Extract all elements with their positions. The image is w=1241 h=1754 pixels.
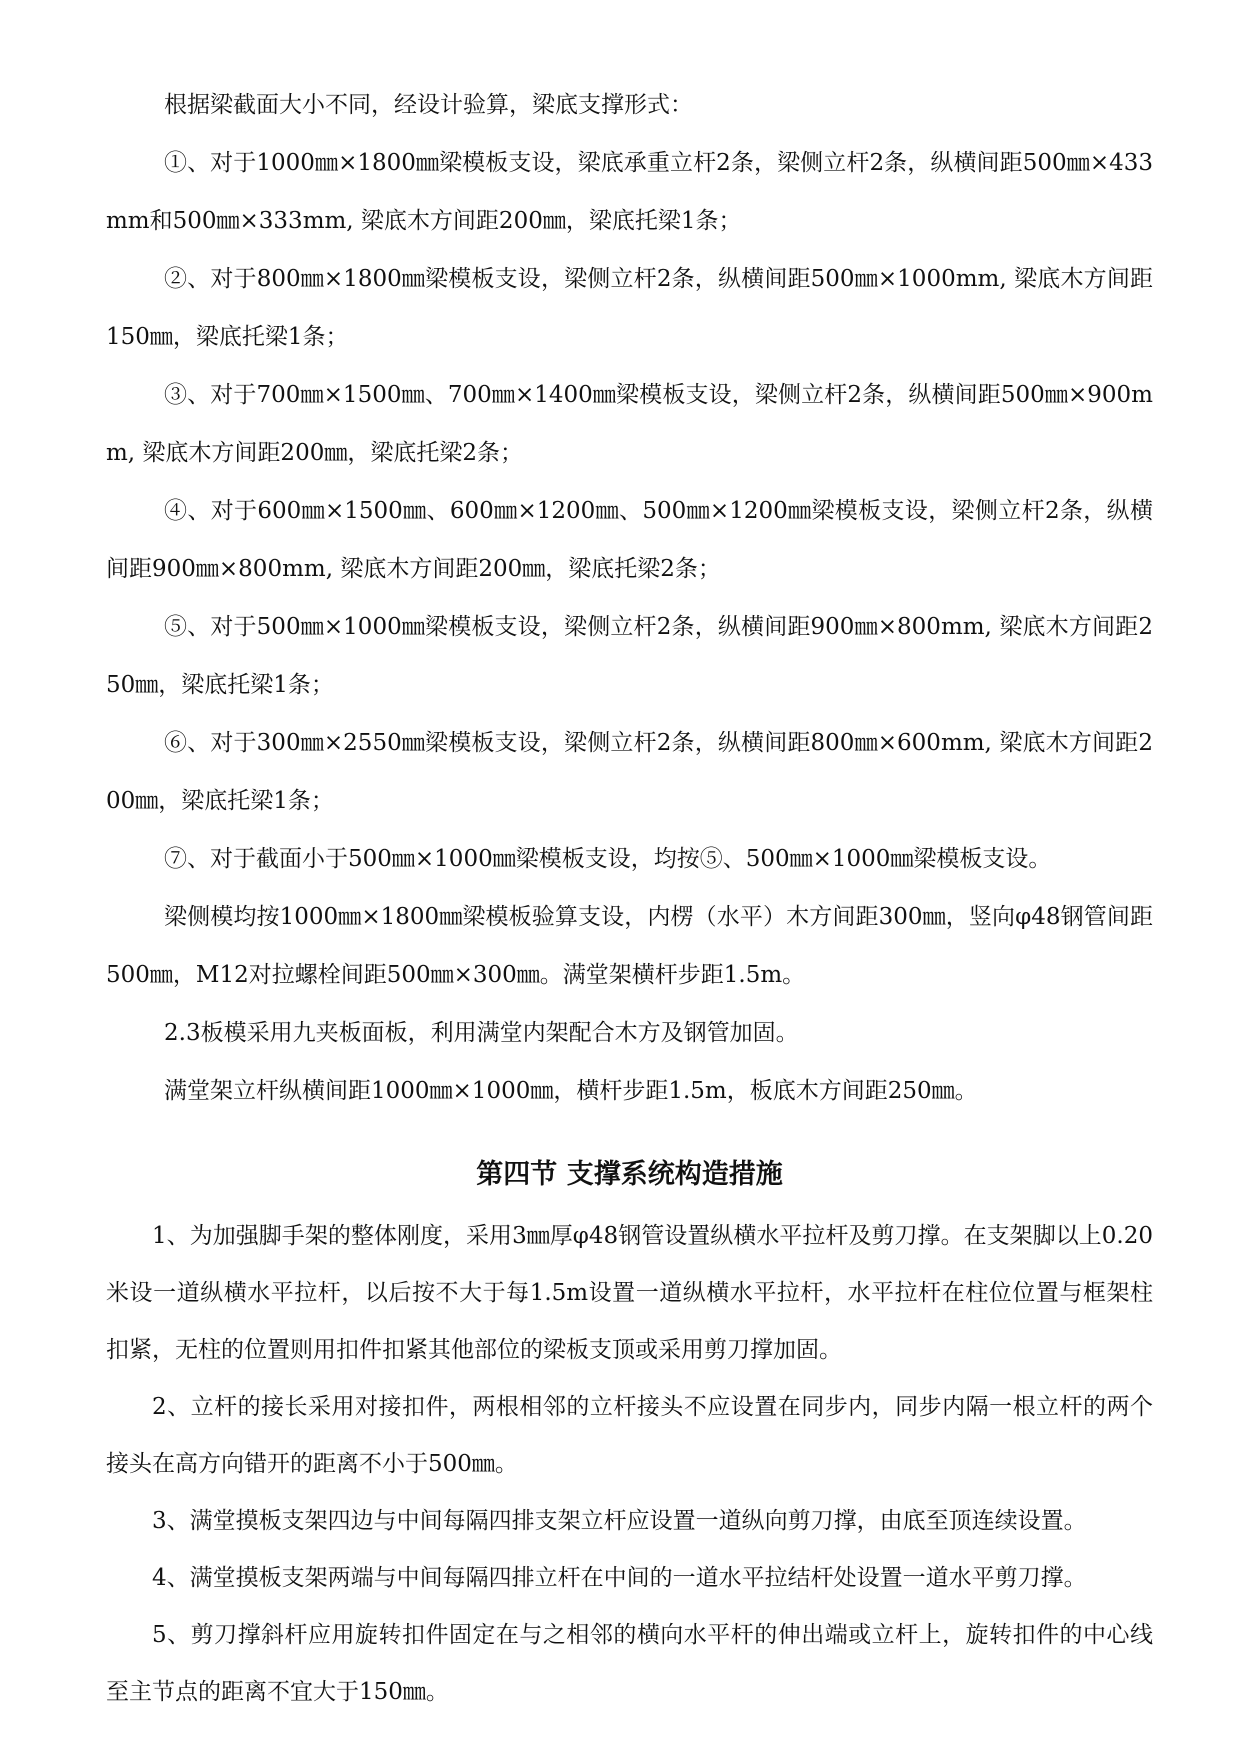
- slab-form-paragraph: 2.3板模采用九夹板面板，利用满堂内架配合木方及钢管加固。: [164, 1020, 799, 1046]
- page-content: [106, 76, 1153, 1721]
- measure-paragraph-2: 2、立杆的接长采用对接扣件，两根相邻的立杆接头不应设置在同步内，同步内隔一根立杆的两个接头在高方向错开的距离不小于500㎜。: [106, 1394, 1153, 1477]
- measure-paragraph-1: 1、为加强脚手架的整体刚度，采用3㎜厚φ48钢管设置纵横水平拉杆及剪刀撑。在支架脚以上0.20米设一道纵横水平拉杆，以后按不大于每1.5m设置一道纵横水平拉杆，水平拉杆在柱位位置与框架柱扣紧，无柱的位置则用扣件扣紧其他部位的梁板支顶或采用剪刀撑加固。: [106, 1223, 1153, 1363]
- support-item-3: ③、对于700㎜×1500㎜、700㎜×1400㎜梁模板支设，梁侧立杆2条，纵横间距500㎜×900mm, 梁底木方间距200㎜，梁底托梁2条；: [106, 382, 1153, 466]
- support-item-7: ⑦、对于截面小于500㎜×1000㎜梁模板支设，均按⑤、500㎜×1000㎜梁模板支设。: [164, 846, 1052, 872]
- support-item-4: ④、对于600㎜×1500㎜、600㎜×1200㎜、500㎜×1200㎜梁模板支设，梁侧立杆2条，纵横间距900㎜×800mm, 梁底木方间距200㎜，梁底托梁2条；: [106, 498, 1153, 582]
- support-item-2: ②、对于800㎜×1800㎜梁模板支设，梁侧立杆2条，纵横间距500㎜×1000mm, 梁底木方间距150㎜，梁底托梁1条；: [106, 266, 1153, 350]
- support-intro: 根据梁截面大小不同，经设计验算，梁底支撑形式：: [164, 92, 693, 118]
- side-form-paragraph: 梁侧模均按1000㎜×1800㎜梁模板验算支设，内楞（水平）木方间距300㎜，竖向φ48钢管间距500㎜，M12对拉螺栓间距500㎜×300㎜。满堂架横杆步距1.5m。: [106, 904, 1153, 988]
- measure-paragraph-3: 3、满堂摸板支架四边与中间每隔四排支架立杆应设置一道纵向剪刀撑，由底至顶连续设置。: [152, 1508, 1087, 1534]
- support-item-5: ⑤、对于500㎜×1000㎜梁模板支设，梁侧立杆2条，纵横间距900㎜×800mm, 梁底木方间距250㎜，梁底托梁1条；: [106, 614, 1153, 698]
- support-item-1: ①、对于1000㎜×1800㎜梁模板支设，梁底承重立杆2条，梁侧立杆2条，纵横间距500㎜×433mm和500㎜×333mm, 梁底木方间距200㎜，梁底托梁1条；: [106, 150, 1153, 234]
- support-item-6: ⑥、对于300㎜×2550㎜梁模板支设，梁侧立杆2条，纵横间距800㎜×600mm, 梁底木方间距200㎜，梁底托梁1条；: [106, 730, 1153, 814]
- construction-measures: [106, 1208, 1153, 1721]
- measure-paragraph-5: 5、剪刀撑斜杆应用旋转扣件固定在与之相邻的横向水平杆的伸出端或立杆上，旋转扣件的中心线至主节点的距离不宜大于150㎜。: [106, 1622, 1153, 1705]
- slab-detail-paragraph: 满堂架立杆纵横间距1000㎜×1000㎜，横杆步距1.5m，板底木方间距250㎜。: [164, 1078, 978, 1104]
- measure-paragraph-4: 4、满堂摸板支架两端与中间每隔四排立杆在中间的一道水平拉结杆处设置一道水平剪刀撑。: [152, 1565, 1087, 1591]
- section-heading: 第四节 支撑系统构造措施: [476, 1159, 783, 1190]
